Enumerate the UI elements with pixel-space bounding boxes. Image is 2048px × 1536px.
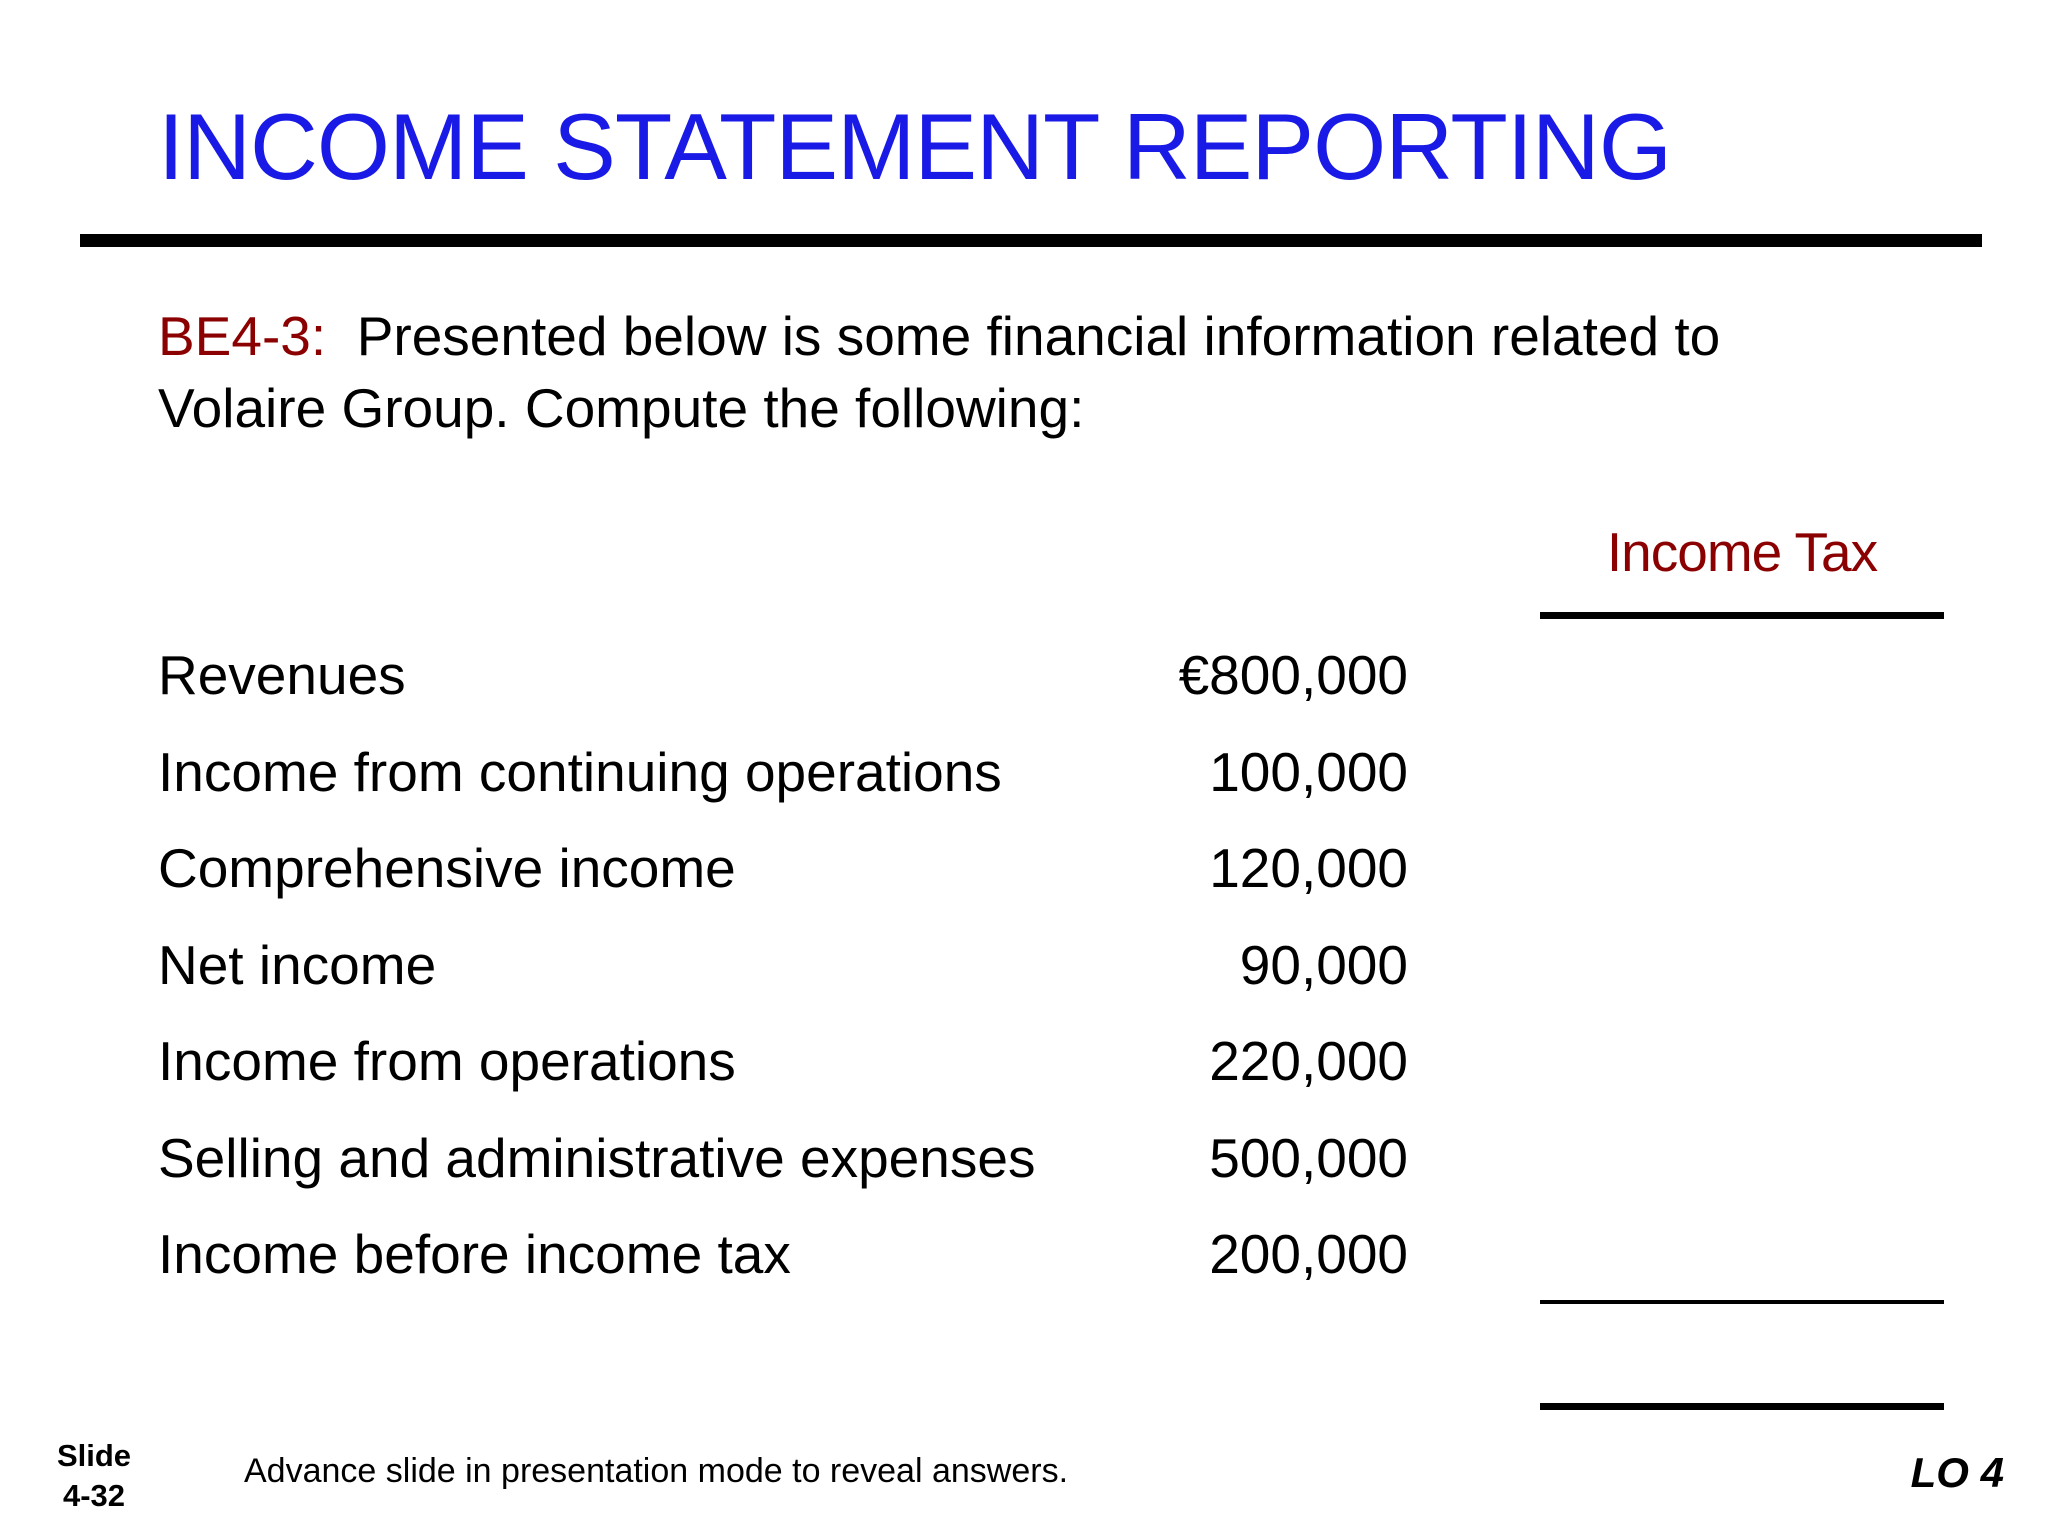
problem-text-line-2: Volaire Group. Compute the following: — [158, 377, 1085, 439]
title-divider — [80, 234, 1982, 247]
table-row — [158, 1118, 1408, 1215]
problem-text-line-1: Presented below is some financial information related to — [356, 305, 1721, 367]
answer-underline-single — [1540, 1300, 1944, 1304]
problem-label: BE4-3: — [158, 305, 327, 367]
slide-title: INCOME STATEMENT REPORTING — [158, 94, 1671, 199]
answer-underline-total — [1540, 1403, 1944, 1410]
learning-objective-label: LO 4 — [1910, 1449, 2004, 1496]
row-amount: 120,000 — [1209, 837, 1408, 899]
slide-number-value: 4-32 — [62, 1478, 126, 1513]
slide-number-label: Slide — [56, 1438, 132, 1473]
column-header-underline — [1540, 612, 1944, 619]
row-label: Income from continuing operations — [158, 740, 1002, 803]
table-row — [158, 732, 1408, 829]
footer-instruction: Advance slide in presentation mode to reveal answers. — [244, 1452, 1069, 1490]
row-amount: €800,000 — [1178, 644, 1408, 706]
financial-items-table — [158, 635, 1408, 1311]
row-label: Income from operations — [158, 1030, 736, 1092]
problem-statement — [158, 300, 1858, 444]
row-label: Income before income tax — [158, 1223, 791, 1285]
table-row — [158, 828, 1408, 925]
row-amount: 220,000 — [1209, 1030, 1408, 1092]
row-label: Net income — [158, 933, 437, 996]
row-amount: 200,000 — [1209, 1223, 1408, 1285]
table-row — [158, 1214, 1408, 1311]
row-amount: 100,000 — [1209, 740, 1408, 803]
table-row — [158, 925, 1408, 1022]
row-amount: 500,000 — [1209, 1126, 1408, 1189]
income-tax-column-header: Income Tax — [1606, 521, 1878, 583]
row-label: Revenues — [158, 644, 406, 706]
table-row — [158, 635, 1408, 732]
row-label: Comprehensive income — [158, 837, 736, 899]
table-row — [158, 1021, 1408, 1118]
slide-number — [44, 1436, 144, 1516]
row-label: Selling and administrative expenses — [158, 1126, 1036, 1189]
row-amount: 90,000 — [1239, 933, 1408, 996]
